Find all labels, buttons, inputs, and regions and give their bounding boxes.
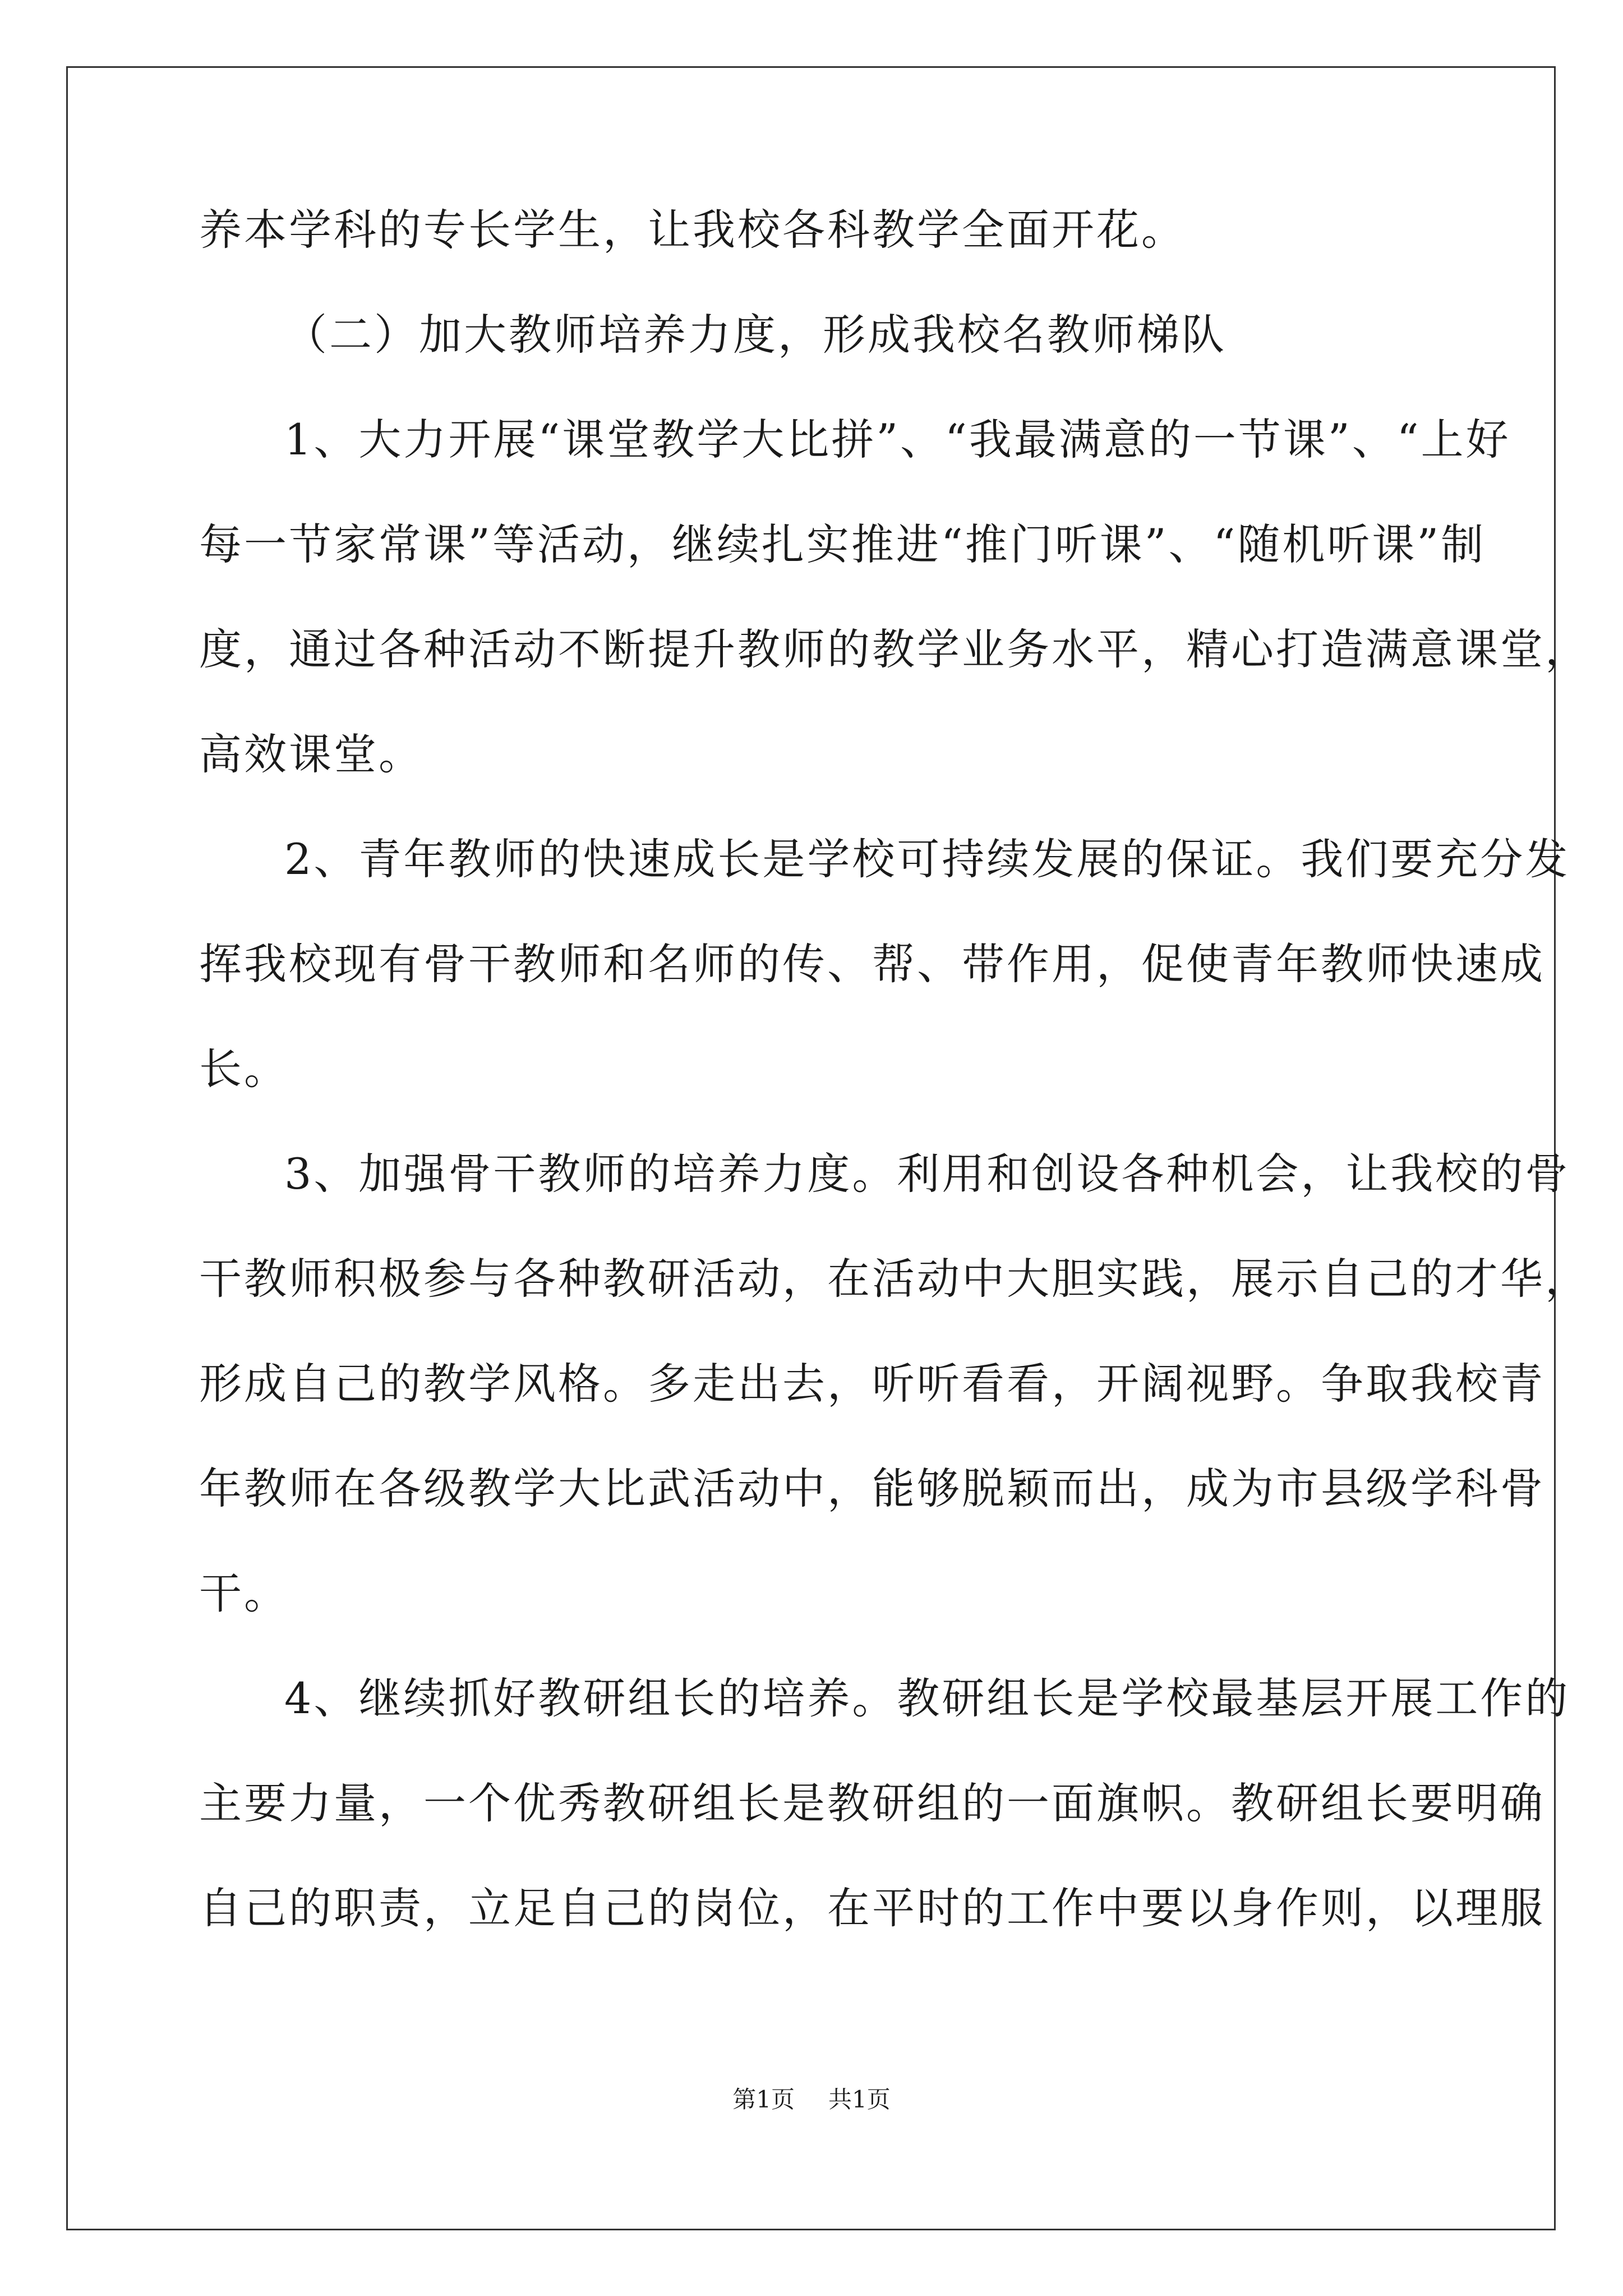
text-line: 长。 [199,1044,289,1094]
text-line: 每一节家常课”等活动，继续扎实推进“推门听课”、“随机听课”制 [199,519,1486,569]
text-line: 3、加强骨干教师的培养力度。利用和创设各种机会，让我校的骨 [284,1149,1570,1199]
text-line: 形成自己的教学风格。多走出去，听听看看，开阔视野。争取我校青 [199,1359,1545,1409]
text-line: 干教师积极参与各种教研活动，在活动中大胆实践，展示自己的才华， [199,1254,1590,1304]
text-line: 度，通过各种活动不断提升教师的教学业务水平，精心打造满意课堂， [199,624,1590,674]
document-body [199,205,1590,1992]
text-line: 高效课堂。 [199,729,423,779]
text-line: 4、继续抓好教研组长的培养。教研组长是学校最基层开展工作的 [284,1673,1570,1723]
text-line: 主要力量，一个优秀教研组长是教研组的一面旗帜。教研组长要明确 [199,1778,1545,1828]
text-line: 自己的职责，立足自己的岗位，在平时的工作中要以身作则，以理服 [199,1883,1545,1933]
text-line: 年教师在各级教学大比武活动中，能够脱颖而出，成为市县级学科骨 [199,1464,1545,1513]
text-line: 1、大力开展“课堂教学大比拼”、“我最满意的一节课”、“上好 [284,415,1511,464]
section-heading: （二）加大教师培养力度，形成我校名教师梯队 [284,310,1227,360]
page-footer [0,2088,1623,2111]
text-line: 干。 [199,1568,289,1618]
text-line: 挥我校现有骨干教师和名师的传、帮、带作用，促使青年教师快速成 [199,939,1545,989]
text-line: 养本学科的专长学生，让我校各科教学全面开花。 [199,205,1186,255]
text-line: 2、青年教师的快速成长是学校可持续发展的保证。我们要充分发 [284,834,1570,884]
page-number: 第1页 [732,2086,795,2113]
page-total: 共1页 [828,2086,891,2113]
